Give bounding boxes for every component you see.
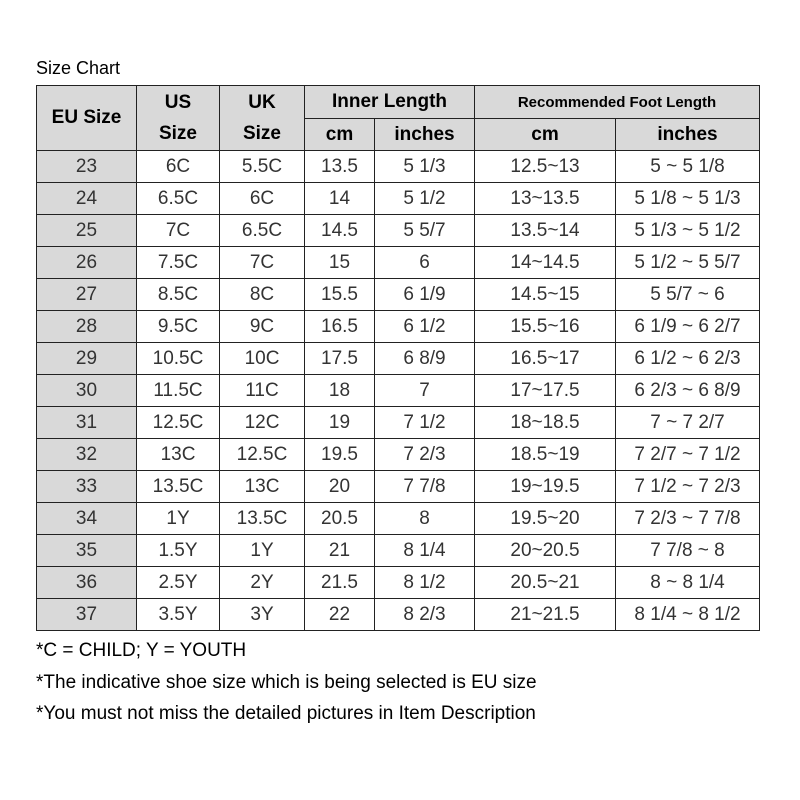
header-us-line2: Size: [158, 123, 198, 144]
table-row: [37, 535, 760, 567]
cell-inner-inches: 8 1/4: [375, 535, 475, 567]
cell-uk-size: 10C: [220, 343, 305, 375]
cell-rec-cm: 19~19.5: [475, 471, 616, 503]
cell-uk-size: 11C: [220, 375, 305, 407]
cell-inner-cm: 19.5: [305, 439, 375, 471]
cell-inner-inches: 6 1/9: [375, 279, 475, 311]
size-chart-table: [36, 85, 760, 631]
cell-rec-cm: 18.5~19: [475, 439, 616, 471]
cell-eu-size: 37: [37, 599, 137, 631]
header-inner-inches: inches: [375, 119, 475, 151]
cell-us-size: 12.5C: [137, 407, 220, 439]
cell-inner-inches: 7 1/2: [375, 407, 475, 439]
cell-rec-inches: 8 1/4 ~ 8 1/2: [616, 599, 760, 631]
cell-eu-size: 34: [37, 503, 137, 535]
table-row: [37, 343, 760, 375]
cell-us-size: 7C: [137, 215, 220, 247]
cell-us-size: 6C: [137, 151, 220, 183]
cell-rec-inches: 5 ~ 5 1/8: [616, 151, 760, 183]
cell-us-size: 1.5Y: [137, 535, 220, 567]
table-row: [37, 567, 760, 599]
cell-inner-inches: 7 7/8: [375, 471, 475, 503]
page-title: Size Chart: [36, 58, 121, 78]
cell-inner-cm: 18: [305, 375, 375, 407]
cell-eu-size: 33: [37, 471, 137, 503]
cell-rec-inches: 6 2/3 ~ 6 8/9: [616, 375, 760, 407]
cell-eu-size: 29: [37, 343, 137, 375]
cell-inner-inches: 5 1/2: [375, 183, 475, 215]
cell-eu-size: 35: [37, 535, 137, 567]
header-uk-line1: UK: [248, 92, 276, 113]
table-body: [37, 151, 760, 631]
cell-uk-size: 6C: [220, 183, 305, 215]
cell-us-size: 8.5C: [137, 279, 220, 311]
cell-inner-cm: 14.5: [305, 215, 375, 247]
cell-rec-cm: 14.5~15: [475, 279, 616, 311]
header-uk-size: [220, 86, 305, 151]
header-rec-inches: inches: [616, 119, 760, 151]
cell-inner-inches: 6: [375, 247, 475, 279]
table-row: [37, 215, 760, 247]
cell-us-size: 10.5C: [137, 343, 220, 375]
cell-rec-cm: 19.5~20: [475, 503, 616, 535]
cell-inner-inches: 8 1/2: [375, 567, 475, 599]
cell-uk-size: 9C: [220, 311, 305, 343]
cell-eu-size: 23: [37, 151, 137, 183]
cell-us-size: 13C: [137, 439, 220, 471]
cell-us-size: 13.5C: [137, 471, 220, 503]
cell-inner-cm: 13.5: [305, 151, 375, 183]
cell-eu-size: 32: [37, 439, 137, 471]
cell-rec-inches: 8 ~ 8 1/4: [616, 567, 760, 599]
cell-rec-cm: 15.5~16: [475, 311, 616, 343]
cell-inner-cm: 21.5: [305, 567, 375, 599]
cell-rec-inches: 6 1/2 ~ 6 2/3: [616, 343, 760, 375]
cell-inner-inches: 5 5/7: [375, 215, 475, 247]
table-row: [37, 599, 760, 631]
table-row: [37, 279, 760, 311]
header-inner-length: Inner Length: [305, 86, 475, 119]
cell-rec-inches: 7 1/2 ~ 7 2/3: [616, 471, 760, 503]
cell-inner-cm: 21: [305, 535, 375, 567]
cell-rec-inches: 5 1/8 ~ 5 1/3: [616, 183, 760, 215]
cell-rec-inches: 7 2/3 ~ 7 7/8: [616, 503, 760, 535]
cell-inner-inches: 7 2/3: [375, 439, 475, 471]
cell-us-size: 9.5C: [137, 311, 220, 343]
cell-eu-size: 27: [37, 279, 137, 311]
cell-eu-size: 30: [37, 375, 137, 407]
table-row: [37, 503, 760, 535]
cell-us-size: 11.5C: [137, 375, 220, 407]
table-row: [37, 247, 760, 279]
cell-rec-cm: 14~14.5: [475, 247, 616, 279]
cell-eu-size: 28: [37, 311, 137, 343]
header-eu-size: EU Size: [37, 86, 137, 151]
cell-us-size: 1Y: [137, 503, 220, 535]
table-row: [37, 375, 760, 407]
cell-eu-size: 24: [37, 183, 137, 215]
cell-inner-cm: 20.5: [305, 503, 375, 535]
cell-inner-inches: 8 2/3: [375, 599, 475, 631]
cell-us-size: 6.5C: [137, 183, 220, 215]
cell-uk-size: 7C: [220, 247, 305, 279]
cell-rec-cm: 21~21.5: [475, 599, 616, 631]
cell-inner-inches: 6 8/9: [375, 343, 475, 375]
cell-us-size: 2.5Y: [137, 567, 220, 599]
cell-us-size: 3.5Y: [137, 599, 220, 631]
table-row: [37, 471, 760, 503]
header-us-size: [137, 86, 220, 151]
cell-rec-cm: 13.5~14: [475, 215, 616, 247]
header-uk-line2: Size: [242, 123, 282, 144]
cell-uk-size: 13.5C: [220, 503, 305, 535]
cell-uk-size: 8C: [220, 279, 305, 311]
cell-uk-size: 1Y: [220, 535, 305, 567]
cell-inner-cm: 19: [305, 407, 375, 439]
cell-rec-inches: 5 5/7 ~ 6: [616, 279, 760, 311]
header-recommended-foot-length: Recommended Foot Length: [475, 86, 760, 119]
cell-eu-size: 31: [37, 407, 137, 439]
table-row: [37, 407, 760, 439]
table-row: [37, 183, 760, 215]
cell-inner-inches: 8: [375, 503, 475, 535]
cell-inner-cm: 15.5: [305, 279, 375, 311]
cell-inner-inches: 7: [375, 375, 475, 407]
cell-uk-size: 3Y: [220, 599, 305, 631]
cell-uk-size: 13C: [220, 471, 305, 503]
header-inner-cm: cm: [305, 119, 375, 151]
cell-inner-inches: 6 1/2: [375, 311, 475, 343]
cell-rec-cm: 13~13.5: [475, 183, 616, 215]
cell-uk-size: 12C: [220, 407, 305, 439]
cell-inner-cm: 16.5: [305, 311, 375, 343]
cell-rec-inches: 5 1/2 ~ 5 5/7: [616, 247, 760, 279]
cell-us-size: 7.5C: [137, 247, 220, 279]
cell-rec-inches: 5 1/3 ~ 5 1/2: [616, 215, 760, 247]
cell-uk-size: 6.5C: [220, 215, 305, 247]
note-eu-size: *The indicative shoe size which is being selected is EU size: [36, 672, 537, 693]
cell-inner-cm: 14: [305, 183, 375, 215]
note-child-youth: *C = CHILD; Y = YOUTH: [36, 640, 247, 661]
header-us-line1: US: [164, 92, 192, 113]
cell-inner-inches: 5 1/3: [375, 151, 475, 183]
cell-rec-inches: 7 ~ 7 2/7: [616, 407, 760, 439]
cell-rec-cm: 12.5~13: [475, 151, 616, 183]
cell-uk-size: 12.5C: [220, 439, 305, 471]
cell-eu-size: 36: [37, 567, 137, 599]
table-row: [37, 311, 760, 343]
cell-eu-size: 25: [37, 215, 137, 247]
cell-inner-cm: 15: [305, 247, 375, 279]
cell-inner-cm: 22: [305, 599, 375, 631]
cell-rec-inches: 7 2/7 ~ 7 1/2: [616, 439, 760, 471]
note-item-description: *You must not miss the detailed pictures in Item Description: [36, 703, 536, 724]
cell-eu-size: 26: [37, 247, 137, 279]
cell-uk-size: 2Y: [220, 567, 305, 599]
cell-inner-cm: 17.5: [305, 343, 375, 375]
header-rec-cm: cm: [475, 119, 616, 151]
cell-rec-cm: 16.5~17: [475, 343, 616, 375]
cell-rec-cm: 20.5~21: [475, 567, 616, 599]
table-row: [37, 439, 760, 471]
cell-inner-cm: 20: [305, 471, 375, 503]
cell-rec-cm: 17~17.5: [475, 375, 616, 407]
cell-rec-cm: 20~20.5: [475, 535, 616, 567]
cell-rec-inches: 6 1/9 ~ 6 2/7: [616, 311, 760, 343]
cell-rec-cm: 18~18.5: [475, 407, 616, 439]
cell-uk-size: 5.5C: [220, 151, 305, 183]
cell-rec-inches: 7 7/8 ~ 8: [616, 535, 760, 567]
table-row: [37, 151, 760, 183]
